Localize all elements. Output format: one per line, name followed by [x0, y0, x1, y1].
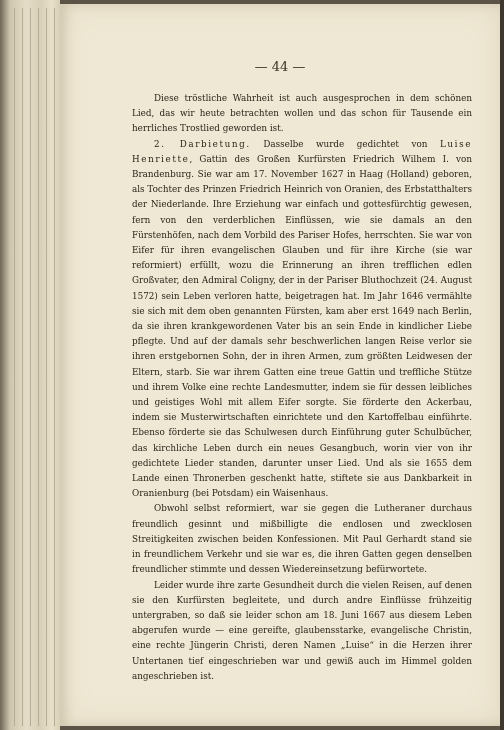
paragraph-text: , Gattin des Großen Kurfürsten Friedrich Wilhem I. von Brandenburg. Sie war am 17. November 1627 in Haag (Holland) geboren, als Tochter des Prinzen Friedrich Heinrich von Oranien, des Erbstatthalters der Niederlande. Ihre Erziehung war einfach und gottesfürchtig gewesen, fern von den verderblichen Einflüssen, wie sie damals an den Fürstenhöfen, nach dem Vorbild des Pariser Hofes, herrschten. Sie war von Eifer für ihren evangelischen Glauben und für ihre Kirche (sie war reformiert) erfüllt, wozu die Erinnerung an ihren trefflichen edlen Großvater, den Admiral Coligny, der in der Pariser Bluthochzeit (24. August 1572) sein Leben verloren hatte, beigetragen hat. Im Jahr 1646 vermählte sie sich mit dem oben genannten Fürsten, kam aber erst 1649 nach Berlin, da sie ihren krankgewordenen Vater bis an sein Ende in kindlicher Liebe pflegte. Und auf der damals sehr beschwerlichen langen Reise verlor sie ihren erstgebornen Sohn, der in ihren Armen, zum größten Leidwesen der Eltern, starb. Sie war ihrem Gatten eine treue Gattin und treffliche Stütze und ihrem Volke eine rechte Landesmutter, indem sie für dessen leibliches und geistiges Wohl mit allem Eifer sorgte. Sie förderte den Ackerbau, indem sie Musterwirtschaften einrichtete und den Kartoffelbau einführte. Ebenso förderte sie das Schulwesen durch Einführung guter Schulbücher, das kirchliche Leben durch ein neues Gesangbuch, worin vier von ihr gedichtete Lieder standen, darunter unser Lied. Und als sie 1655 dem Lande einen Thronerben geschenkt hatte, stiftete sie aus Dankbarkeit in Oranienburg (bei Potsdam) ein Waisenhaus. — [132, 154, 472, 500]
page-number: — 44 — — [254, 60, 306, 75]
page-edge-line — [38, 8, 39, 726]
author-name: Luise Henriette — [132, 139, 472, 165]
page-edge-line — [46, 8, 47, 726]
page-edge-line — [30, 8, 31, 726]
book-page — [60, 4, 500, 726]
paragraph — [132, 579, 472, 685]
page-edge-line — [54, 8, 55, 726]
paragraph-text: Leider wurde ihre zarte Gesundheit durch die vielen Reisen, auf denen sie den Kurfürsten begleitete, und durch andre Einflüsse frühzeitig untergraben, so daß sie leider schon am 18. Juni 1667 aus diesem Leben abgerufen wurde — eine gereifte, glaubensstarke, evangelische Christin, eine rechte Jüngerin Christi, deren Namen „Luise“ in die Herzen ihrer Untertanen tief eingeschrieben war und gewiß auch im Himmel golden angeschrieben ist. — [132, 580, 472, 682]
paragraph-text: Obwohl selbst reformiert, war sie gegen die Lutheraner durchaus freundlich gesinnt und mißbilligte die endlosen und zwecklosen Streitigkeiten zwischen beiden Konfessionen. Mit Paul Gerhardt stand sie in freundlichem Verkehr und sie war es, die ihren Gatten gegen denselben freundlicher stimmte und dessen Wiedereinsetzung befürwortete. — [132, 504, 472, 576]
page-edge-line — [14, 8, 15, 726]
page-body — [132, 92, 472, 685]
paragraph — [132, 92, 472, 138]
cover-edge — [500, 0, 504, 730]
paragraph — [132, 138, 472, 503]
paragraph-text: Dasselbe wurde gedichtet von — [250, 139, 440, 150]
page-edge-line — [22, 8, 23, 726]
paragraph — [132, 502, 472, 578]
stacked-page-edges — [0, 0, 60, 730]
paragraph-text: Diese tröstliche Wahrheit ist auch ausgesprochen in dem schönen Lied, das wir heute betrachten wollen und das schon für Tausende ein herrliches Trostlied geworden ist. — [132, 94, 472, 135]
section-heading: 2. Darbietung. — [154, 139, 251, 150]
